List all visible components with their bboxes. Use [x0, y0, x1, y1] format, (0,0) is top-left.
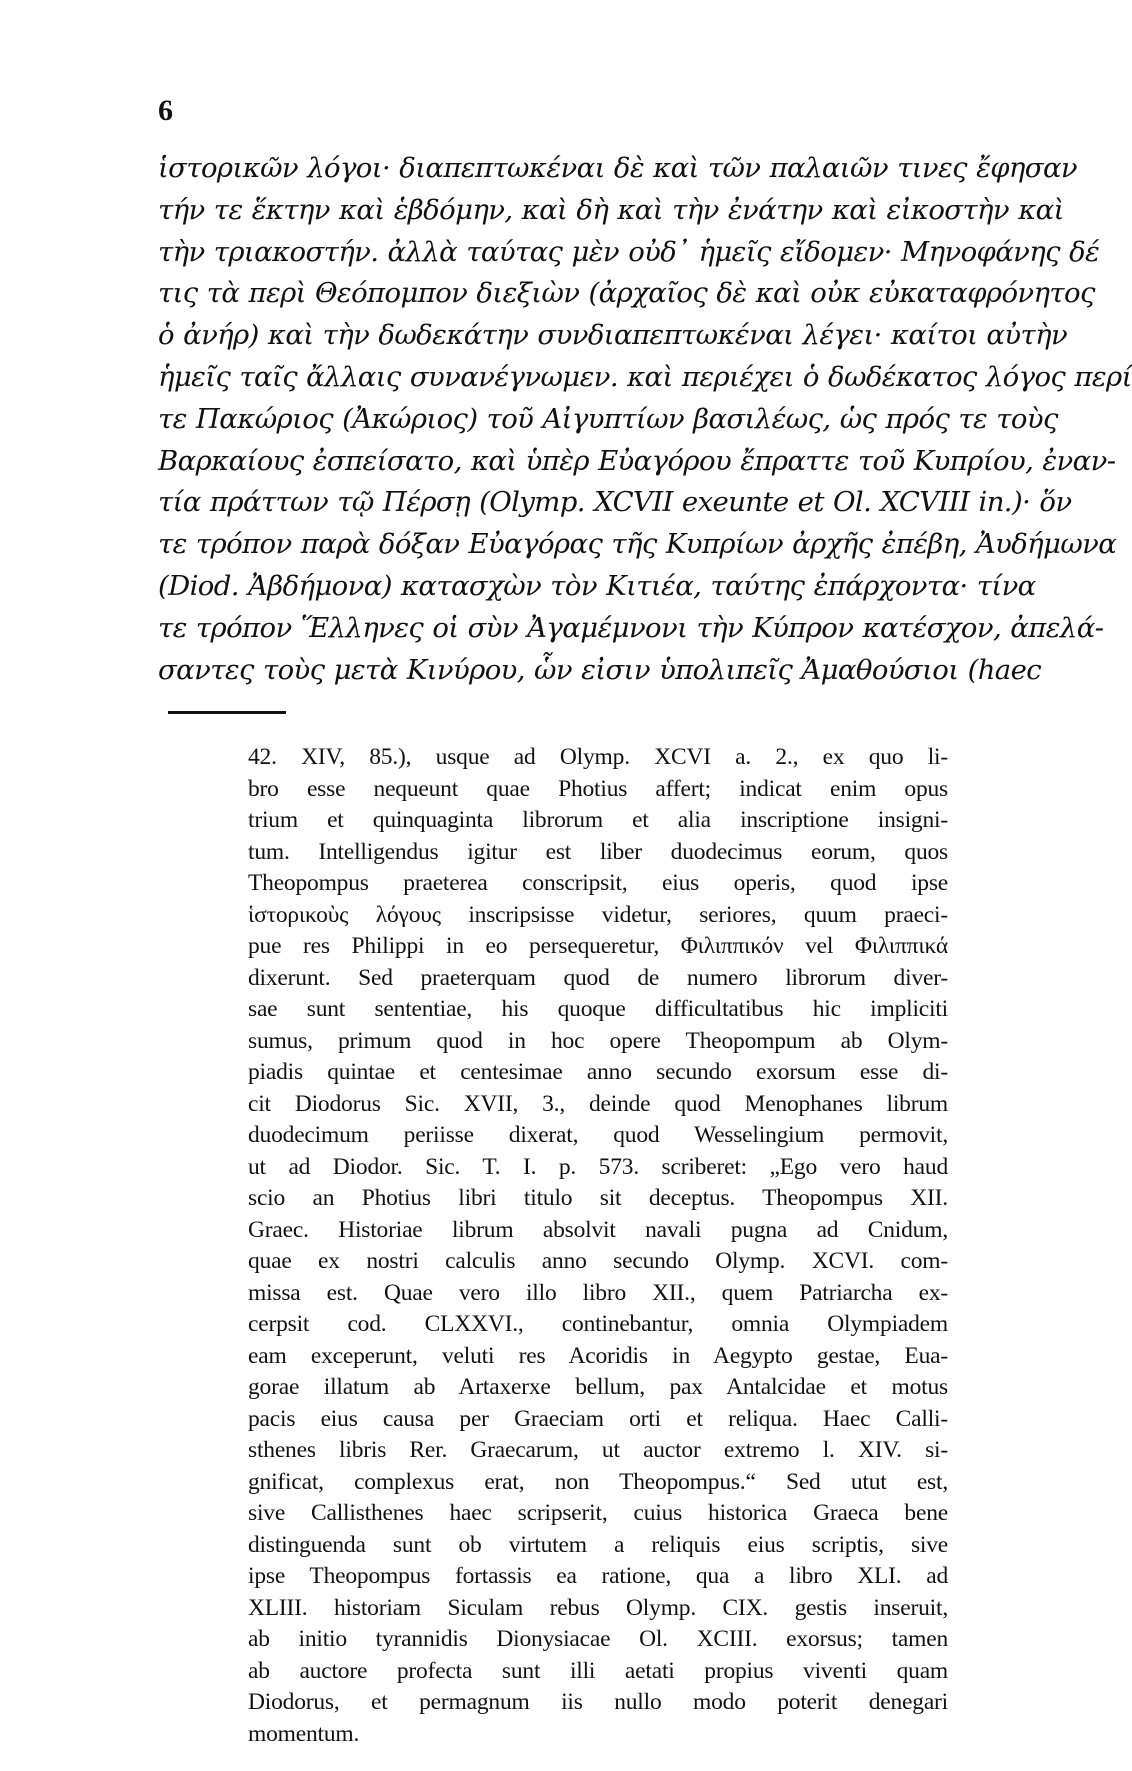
main-text-line: τία πράττων τῷ Πέρσῃ (Olymp. XCVII exeunte et Ol. XCVIII in.)· ὅν — [158, 486, 1072, 519]
footnote-line: Diodorus, et permagnum iis nullo modo poterit denegari — [248, 1689, 948, 1715]
page-number: 6 — [158, 94, 173, 127]
footnote-line: ab initio tyrannidis Dionysiacae Ol. XCIII. exorsus; tamen — [248, 1626, 948, 1652]
footnote-line: dixerunt. Sed praeterquam quod de numero librorum diver- — [248, 964, 948, 991]
main-text-line: τήν τε ἕκτην καὶ ἑβδόμην, καὶ δὴ καὶ τὴν ἐνάτην καὶ εἰκοστὴν καὶ — [158, 193, 1064, 226]
footnote-line: cerpsit cod. CLXXVI., continebantur, omnia Olympiadem — [248, 1311, 948, 1337]
footnote-line: sive Callisthenes haec scripserit, cuius historica Graeca bene — [248, 1500, 948, 1526]
main-text-line: Βαρκαίους ἐσπείσατο, καὶ ὑπὲρ Εὐαγόρου ἔπραττε τοῦ Κυπρίου, ἐναν- — [158, 444, 1116, 477]
main-text-line: τε τρόπον παρὰ δόξαν Εὐαγόρας τῆς Κυπρίων ἀρχῆς ἐπέβη, Ἀυδήμωνα — [158, 528, 1117, 561]
footnote-line: sthenes libris Rer. Graecarum, ut auctor extremo l. XIV. si- — [248, 1437, 948, 1463]
footnote-line: XLIII. historiam Siculam rebus Olymp. CIX. gestis inseruit, — [248, 1594, 948, 1621]
footnote-line: ἱστορικοὺς λόγους inscripsisse videtur, seriores, quum praeci- — [248, 901, 948, 928]
footnote-line: piadis quintae et centesimae anno secundo exorsum esse di- — [248, 1059, 948, 1085]
footnote-line: Theopompus praeterea conscripsit, eius operis, quod ipse — [248, 870, 948, 896]
main-text-line: τις τὰ περὶ Θεόπομπον διεξιὼν (ἀρχαῖος δὲ καὶ οὐκ εὐκαταφρόνητος — [158, 277, 1095, 310]
main-text-line: τε τρόπον Ἕλληνες οἱ σὺν Ἀγαμέμνονι τὴν Κύπρον κατέσχον, ἀπελά- — [158, 611, 1104, 644]
main-text-line: ἱστορικῶν λόγοι· διαπεπτωκέναι δὲ καὶ τῶν παλαιῶν τινες ἔφησαν — [158, 152, 1078, 184]
footnote-line: ipse Theopompus fortassis ea ratione, qua a libro XLI. ad — [248, 1563, 948, 1589]
footnote-line: pacis eius causa per Graeciam orti et reliqua. Haec Calli- — [248, 1405, 948, 1432]
footnote-line: gorae illatum ab Artaxerxe bellum, pax Antalcidae et motus — [248, 1374, 948, 1400]
footnote-line: duodecimum periisse dixerat, quod Wesselingium permovit, — [248, 1122, 948, 1148]
footnote-line: ut ad Diodor. Sic. T. I. p. 573. scriberet: „Ego vero haud — [248, 1153, 948, 1180]
footnote-line: cit Diodorus Sic. XVII, 3., deinde quod Menophanes librum — [248, 1090, 948, 1117]
main-text-line: σαντες τοὺς μετὰ Κινύρου, ὧν εἰσιν ὑπολιπεῖς Ἀμαθούσιοι (haec — [158, 653, 1042, 686]
footnote-line: quae ex nostri calculis anno secundo Olymp. XCVI. com- — [248, 1248, 948, 1274]
footnote-line: distinguenda sunt ob virtutem a reliquis eius scriptis, sive — [248, 1531, 948, 1558]
footnote-line: scio an Photius libri titulo sit deceptus. Theopompus XII. — [248, 1185, 948, 1211]
footnote-line: 42. XIV, 85.), usque ad Olymp. XCVI a. 2., ex quo li- — [248, 744, 948, 770]
footnote-line: tum. Intelligendus igitur est liber duodecimus eorum, quos — [248, 838, 948, 865]
main-text-line: τε Πακώριος (Ἀκώριος) τοῦ Αἰγυπτίων βασιλέως, ὡς πρός τε τοὺς — [158, 402, 1058, 435]
footnote-line: momentum. — [248, 1720, 360, 1747]
footnote-line: gnificat, complexus erat, non Theopompus.“ Sed utut est, — [248, 1468, 948, 1495]
footnote — [248, 742, 948, 1750]
footnote-line: sae sunt sententiae, his quoque difficultatibus hic impliciti — [248, 996, 948, 1022]
main-text-line: ὁ ἀνήρ) καὶ τὴν δωδεκάτην συνδιαπεπτωκέναι λέγει· καίτοι αὐτὴν — [158, 319, 1068, 352]
footnote-line: eam exceperunt, veluti res Acoridis in Aegypto gestae, Eua- — [248, 1342, 948, 1369]
main-text-line: τὴν τριακοστήν. ἀλλὰ ταύτας μὲν οὐδ᾿ ἡμεῖς εἴδομεν· Μηνοφάνης δέ — [158, 235, 1100, 268]
footnote-line: sumus, primum quod in hoc opere Theopompum ab Olym- — [248, 1027, 948, 1054]
footnote-line: missa est. Quae vero illo libro XII., quem Patriarcha ex- — [248, 1279, 948, 1306]
footnote-line: trium et quinquaginta librorum et alia inscriptione insigni- — [248, 807, 948, 833]
main-text — [158, 148, 1132, 691]
main-text-line: ἡμεῖς ταῖς ἄλλαις συνανέγνωμεν. καὶ περιέχει ὁ δωδέκατος λόγος περί — [158, 360, 1132, 393]
footnote-line: Graec. Historiae librum absolvit navali pugna ad Cnidum, — [248, 1216, 948, 1243]
footnote-separator-rule — [168, 711, 286, 714]
footnote-line: ab auctore profecta sunt illi aetati propius viventi quam — [248, 1657, 948, 1684]
main-text-line: (Diod. Ἀβδήμονα) κατασχὼν τὸν Κιτιέα, ταύτης ἐπάρχοντα· τίνα — [158, 569, 1036, 602]
footnote-line: pue res Philippi in eo persequeretur, Φιλιππικόν vel Φιλιππικά — [248, 933, 948, 959]
footnote-line: bro esse nequeunt quae Photius affert; indicat enim opus — [248, 775, 948, 802]
